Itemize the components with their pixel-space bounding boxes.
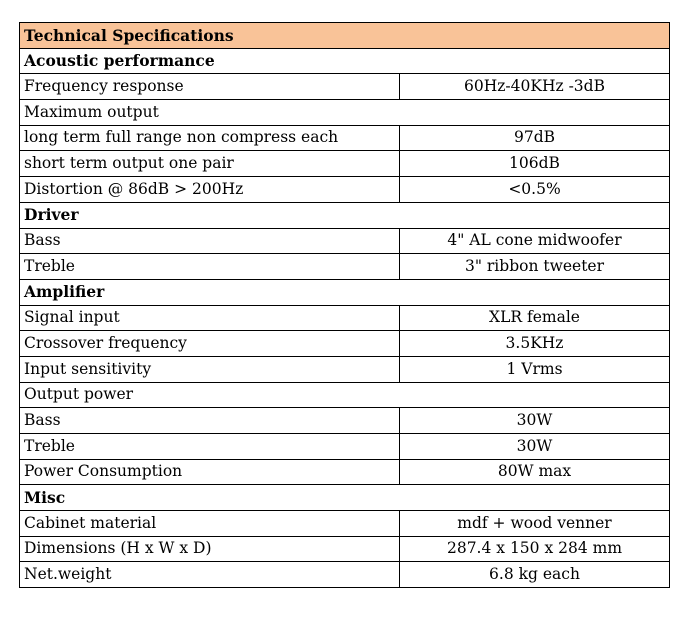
spec-value: 30W (400, 408, 670, 434)
specifications-table (19, 22, 670, 588)
spec-label: Crossover frequency (20, 331, 400, 357)
table-row (20, 74, 670, 100)
spec-value: 30W (400, 434, 670, 460)
table-row (20, 382, 670, 408)
section-row (20, 279, 670, 305)
spec-label: Power Consumption (20, 459, 400, 485)
spec-value: <0.5% (400, 177, 670, 203)
spec-label: Cabinet material (20, 511, 400, 537)
spec-label: Bass (20, 408, 400, 434)
spec-label: Distortion @ 86dB > 200Hz (20, 177, 400, 203)
section-heading-misc: Misc (20, 485, 670, 511)
table-row (20, 125, 670, 151)
spec-value: 106dB (400, 151, 670, 177)
table-row (20, 536, 670, 562)
spec-label: Signal input (20, 305, 400, 331)
table-row (20, 151, 670, 177)
table-row (20, 331, 670, 357)
spec-value: 1 Vrms (400, 356, 670, 382)
table-row (20, 356, 670, 382)
spec-subheading: Maximum output (20, 100, 670, 126)
spec-label: long term full range non compress each (20, 125, 400, 151)
spec-value: 60Hz-40KHz -3dB (400, 74, 670, 100)
spec-label: Bass (20, 228, 400, 254)
table-row (20, 459, 670, 485)
table-row (20, 408, 670, 434)
spec-subheading: Output power (20, 382, 670, 408)
section-row (20, 48, 670, 74)
spec-value: 3" ribbon tweeter (400, 254, 670, 280)
table-row (20, 254, 670, 280)
table-title: Technical Specifications (20, 23, 670, 49)
spec-value: mdf + wood venner (400, 511, 670, 537)
spec-value: 6.8 kg each (400, 562, 670, 588)
table-row (20, 305, 670, 331)
spec-value: XLR female (400, 305, 670, 331)
section-row (20, 202, 670, 228)
spec-label: Net.weight (20, 562, 400, 588)
table-row (20, 177, 670, 203)
spec-label: Dimensions (H x W x D) (20, 536, 400, 562)
spec-value: 287.4 x 150 x 284 mm (400, 536, 670, 562)
table-row (20, 511, 670, 537)
spec-value: 80W max (400, 459, 670, 485)
spec-value: 3.5KHz (400, 331, 670, 357)
spec-value: 4" AL cone midwoofer (400, 228, 670, 254)
spec-value: 97dB (400, 125, 670, 151)
section-heading-acoustic: Acoustic performance (20, 48, 670, 74)
section-heading-amplifier: Amplifier (20, 279, 670, 305)
table-row (20, 100, 670, 126)
table-row (20, 562, 670, 588)
spec-label: short term output one pair (20, 151, 400, 177)
spec-label: Frequency response (20, 74, 400, 100)
section-heading-driver: Driver (20, 202, 670, 228)
spec-label: Input sensitivity (20, 356, 400, 382)
section-row (20, 485, 670, 511)
spec-label: Treble (20, 434, 400, 460)
table-row (20, 228, 670, 254)
spec-label: Treble (20, 254, 400, 280)
table-row (20, 434, 670, 460)
title-row (20, 23, 670, 49)
